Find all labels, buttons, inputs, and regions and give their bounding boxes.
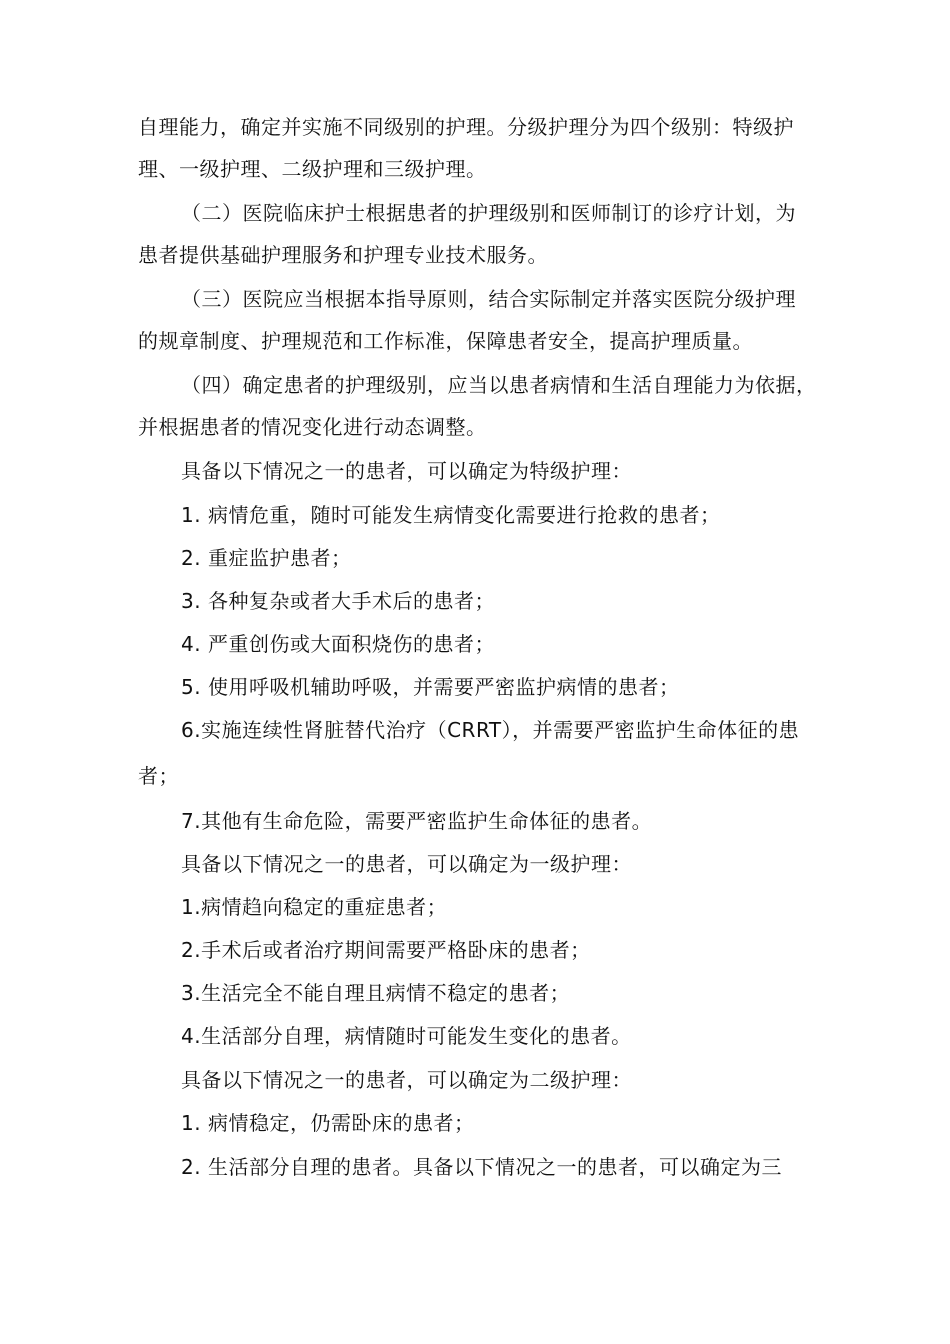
list-item: 2. 重症监护患者； [181, 546, 352, 570]
list-item: 3. 各种复杂或者大手术后的患者； [181, 589, 495, 613]
text-line: （三）医院应当根据本指导原则，结合实际制定并落实医院分级护理 [181, 287, 796, 311]
list-item: 1.病情趋向稳定的重症患者； [181, 895, 448, 919]
list-item: 2.手术后或者治疗期间需要严格卧床的患者； [181, 938, 591, 962]
text-line: 并根据患者的情况变化进行动态调整。 [138, 415, 487, 439]
section-heading: 具备以下情况之一的患者，可以确定为二级护理： [181, 1068, 632, 1092]
text-line: 的规章制度、护理规范和工作标准，保障患者安全，提高护理质量。 [138, 329, 753, 353]
text-line: 患者提供基础护理服务和护理专业技术服务。 [138, 243, 548, 267]
text-line: （四）确定患者的护理级别，应当以患者病情和生活自理能力为依据， [181, 373, 817, 397]
list-item-continuation: 者； [138, 764, 179, 788]
list-item: 5. 使用呼吸机辅助呼吸，并需要严密监护病情的患者； [181, 675, 680, 699]
section-heading: 具备以下情况之一的患者，可以确定为一级护理： [181, 852, 632, 876]
list-item: 4.生活部分自理，病情随时可能发生变化的患者。 [181, 1024, 632, 1048]
list-item: 7.其他有生命危险，需要严密监护生命体征的患者。 [181, 809, 653, 833]
list-item: 2. 生活部分自理的患者。具备以下情况之一的患者，可以确定为三 [181, 1155, 782, 1179]
list-item: 3.生活完全不能自理且病情不稳定的患者； [181, 981, 571, 1005]
section-heading: 具备以下情况之一的患者，可以确定为特级护理： [181, 459, 632, 483]
list-item: 4. 严重创伤或大面积烧伤的患者； [181, 632, 495, 656]
text-line: 自理能力，确定并实施不同级别的护理。分级护理分为四个级别：特级护 [138, 115, 794, 139]
list-item: 1. 病情危重，随时可能发生病情变化需要进行抢救的患者； [181, 503, 721, 527]
list-item: 1. 病情稳定，仍需卧床的患者； [181, 1111, 475, 1135]
text-line: （二）医院临床护士根据患者的护理级别和医师制订的诊疗计划，为 [181, 201, 796, 225]
list-item: 6.实施连续性肾脏替代治疗（CRRT），并需要严密监护生命体征的患 [181, 718, 800, 742]
text-line: 理、一级护理、二级护理和三级护理。 [138, 157, 487, 181]
